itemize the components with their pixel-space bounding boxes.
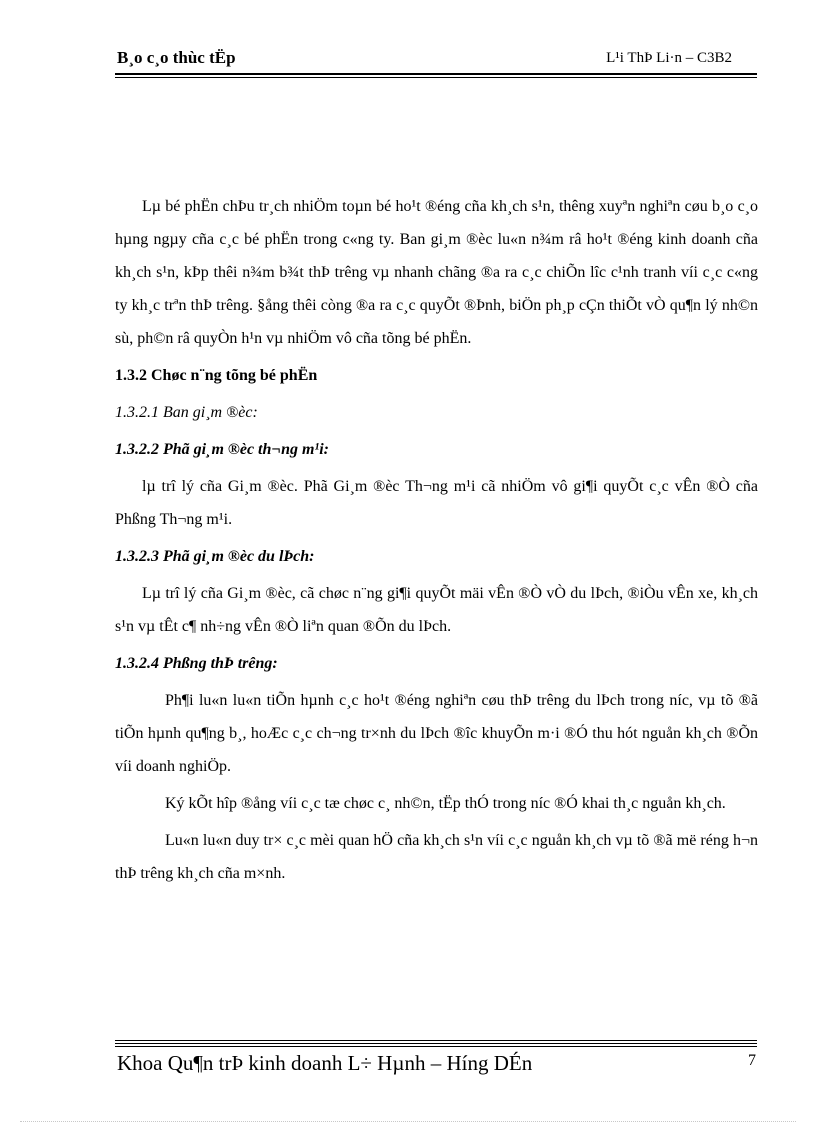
heading-1-3-2: 1.3.2 Chøc n¨ng tõng bé phËn	[115, 367, 318, 384]
footer-rule-bottom	[115, 1046, 757, 1047]
header-rule	[115, 73, 757, 75]
paragraph-contracts: Ký kÕt hîp ®ång víi c¸c tæ chøc c¸ nh©n, tËp thÓ trong níc ®Ó khai th¸c nguån kh¸ch.	[165, 795, 726, 812]
heading-1-3-2-3: 1.3.2.3 Phã gi¸m ®èc du lÞch:	[115, 548, 315, 565]
footer-rule	[115, 1040, 757, 1041]
paragraph-tourism-deputy: Lµ trî lý cña Gi¸m ®èc, cã chøc n¨ng gi¶i quyÕt mäi vÊn ®Ò vÒ du lÞch, ®iÒu vÊn xe, kh¸ch s¹n vµ tÊt c¶ nh÷ng vÊn ®Ò liªn quan ®Õn du lÞch.	[115, 585, 758, 635]
paragraph-trade-deputy: lµ trî lý cña Gi¸m ®èc. Phã Gi¸m ®èc Th¬ng m¹i cã nhiÖm vô gi¶i quyÕt c¸c vÊn ®Ò cña Phßng Th¬ng m¹i.	[115, 478, 758, 528]
footer-faculty: Khoa Qu¶n trÞ kinh doanh L÷ Hµnh – Híng DÉn	[117, 1051, 533, 1075]
page-bottom-edge	[20, 1121, 796, 1122]
header-author: L¹i ThÞ Li·n – C3B2	[606, 50, 732, 66]
paragraph-board-duties: Lµ bé phËn chÞu tr¸ch nhiÖm toµn bé ho¹t ®éng cña kh¸ch s¹n, thêng xuyªn nghiªn cøu b¸o c¸o hµng ngµy cña c¸c bé phËn trong c«ng ty. Ban gi¸m ®èc lu«n n¾m râ ho¹t ®éng kinh doanh cña kh¸ch s¹n, kÞp thêi n¾m b¾t thÞ trêng vµ nhanh chãng ®a ra c¸c chiÕn lîc c¹nh tranh víi c¸c c«ng ty kh¸c trªn thÞ trêng. §ång thêi còng ®a ra c¸c quyÕt ®Þnh, biÖn ph¸p cÇn thiÕt vÒ qu¶n lý nh©n sù, ph©n râ quyÒn h¹n vµ nhiÖm vô cña tõng bé phËn.	[115, 198, 758, 347]
heading-1-3-2-1: 1.3.2.1 Ban gi¸m ®èc:	[115, 404, 258, 421]
header-report-title: B¸o c¸o thùc tËp	[117, 48, 236, 67]
document-body	[115, 190, 758, 890]
page-number: 7	[748, 1052, 756, 1069]
paragraph-market-research: Ph¶i lu«n lu«n tiÕn hµnh c¸c ho¹t ®éng nghiªn cøu thÞ trêng du lÞch trong níc, vµ tõ ®ã tiÕn hµnh qu¶ng b¸, hoÆc c¸c ch¬ng tr×nh du lÞch ®îc khuyÕn m·i ®Ó thu hót nguån kh¸ch ®Õn víi doanh nghiÖp.	[115, 692, 758, 775]
heading-1-3-2-4: 1.3.2.4 Phßng thÞ trêng:	[115, 655, 278, 672]
heading-1-3-2-2: 1.3.2.2 Phã gi¸m ®èc th¬ng m¹i:	[115, 441, 329, 458]
footer-rule-middle	[115, 1043, 757, 1044]
header-rule-thin	[115, 77, 757, 78]
paragraph-relations: Lu«n lu«n duy tr× c¸c mèi quan hÖ cña kh¸ch s¹n víi c¸c nguån kh¸ch vµ tõ ®ã më réng h¬n thÞ trêng kh¸ch cña m×nh.	[115, 832, 758, 882]
